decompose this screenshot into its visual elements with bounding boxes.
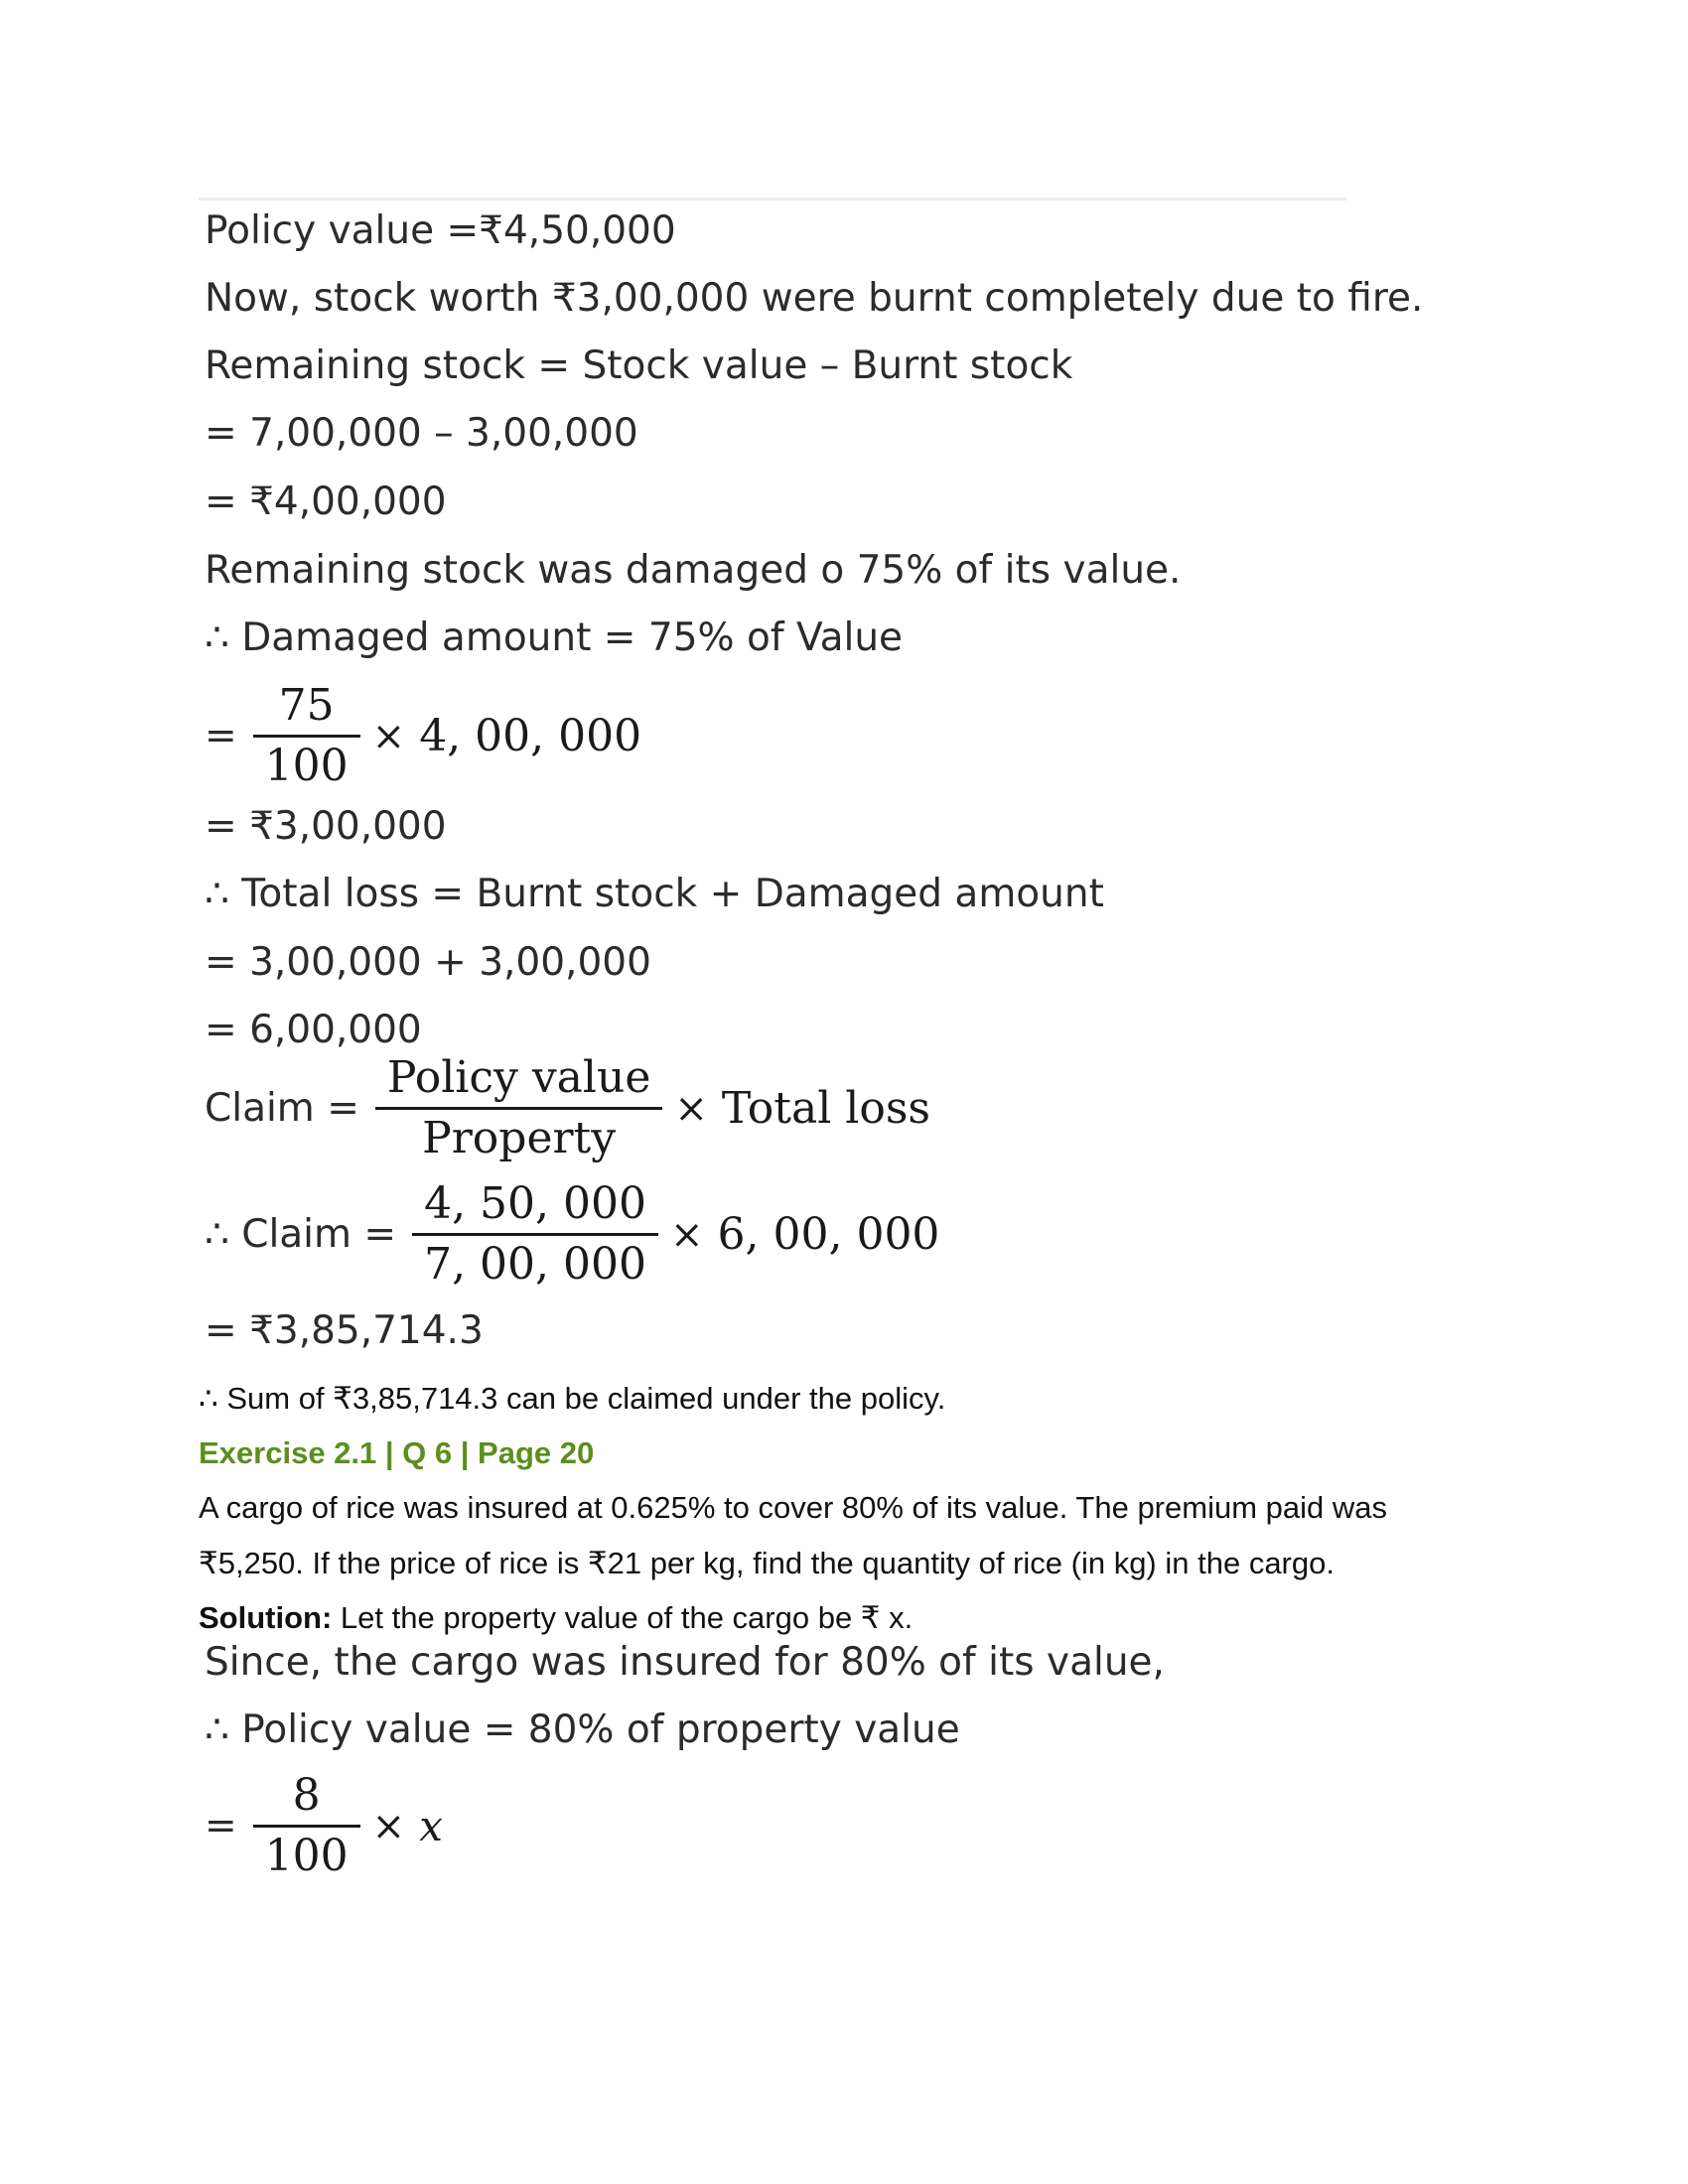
- claim-formula: [205, 1052, 930, 1164]
- solution-line: [199, 1602, 913, 1633]
- solution-label: Solution:: [199, 1600, 333, 1635]
- claim-calc: [205, 1178, 940, 1291]
- damaged-fraction: [205, 680, 642, 792]
- times-sign: ×: [674, 1085, 708, 1132]
- remaining-stock-formula: Remaining stock = Stock value – Burnt stock: [205, 343, 1073, 388]
- denominator: 7, 00, 000: [424, 1239, 646, 1291]
- solution-text: Let the property value of the cargo be ₹ x.: [332, 1600, 914, 1635]
- times-sign: ×: [670, 1211, 704, 1258]
- times-sign: ×: [371, 713, 406, 759]
- total-loss-calc: = 3,00,000 + 3,00,000: [205, 940, 651, 985]
- multiplier: 4, 00, 000: [419, 711, 642, 762]
- damaged-amount-result: = ₹3,00,000: [205, 804, 447, 849]
- math-prefix: Claim =: [205, 1086, 359, 1132]
- top-divider: [199, 198, 1347, 201]
- fraction-bar: [253, 1825, 360, 1828]
- total-loss-result: = 6,00,000: [205, 1008, 422, 1052]
- fraction: [259, 1770, 354, 1882]
- numerator: 8: [292, 1770, 321, 1821]
- numerator: 4, 50, 000: [424, 1178, 646, 1229]
- variable-x: x: [419, 1802, 443, 1851]
- numerator: 75: [278, 680, 335, 731]
- claim-result: = ₹3,85,714.3: [205, 1308, 484, 1353]
- since-line: Since, the cargo was insured for 80% of its value,: [205, 1640, 1165, 1685]
- multiplier: 6, 00, 000: [717, 1209, 940, 1261]
- fraction-bar: [253, 735, 360, 738]
- math-prefix: ∴ Claim =: [205, 1212, 397, 1258]
- total-loss-formula: ∴ Total loss = Burnt stock + Damaged amount: [205, 872, 1104, 916]
- fraction: [381, 1052, 656, 1164]
- numerator: Policy value: [386, 1052, 651, 1103]
- remaining-stock-calc: = 7,00,000 – 3,00,000: [205, 411, 638, 456]
- fraction: [418, 1178, 652, 1291]
- math-prefix: =: [205, 714, 237, 759]
- math-prefix: =: [205, 1804, 237, 1849]
- policy-fraction: [205, 1770, 443, 1882]
- conclusion-line: ∴ Sum of ₹3,85,714.3 can be claimed under the policy.: [199, 1381, 946, 1416]
- fraction-bar: [412, 1233, 658, 1236]
- multiplier: Total loss: [721, 1083, 930, 1135]
- burnt-stock-line: Now, stock worth ₹3,00,000 were burnt completely due to fire.: [205, 276, 1424, 321]
- fraction: [259, 680, 354, 792]
- remaining-stock-result: = ₹4,00,000: [205, 479, 447, 524]
- question-line-1: A cargo of rice was insured at 0.625% to cover 80% of its value. The premium paid was: [199, 1490, 1387, 1525]
- exercise-heading: Exercise 2.1 | Q 6 | Page 20: [199, 1435, 595, 1470]
- times-sign: ×: [371, 1803, 406, 1849]
- policy-value-line: Policy value =₹4,50,000: [205, 208, 676, 253]
- question-line-2: ₹5,250. If the price of rice is ₹21 per kg, find the quantity of rice (in kg) in the cargo.: [199, 1546, 1335, 1580]
- denominator: Property: [422, 1113, 617, 1164]
- policy-value-formula: ∴ Policy value = 80% of property value: [205, 1707, 960, 1752]
- damaged-amount-formula: ∴ Damaged amount = 75% of Value: [205, 615, 904, 660]
- fraction-bar: [375, 1107, 662, 1110]
- denominator: 100: [264, 1831, 349, 1882]
- damaged-text-line: Remaining stock was damaged o 75% of its value.: [205, 548, 1182, 593]
- denominator: 100: [264, 741, 349, 792]
